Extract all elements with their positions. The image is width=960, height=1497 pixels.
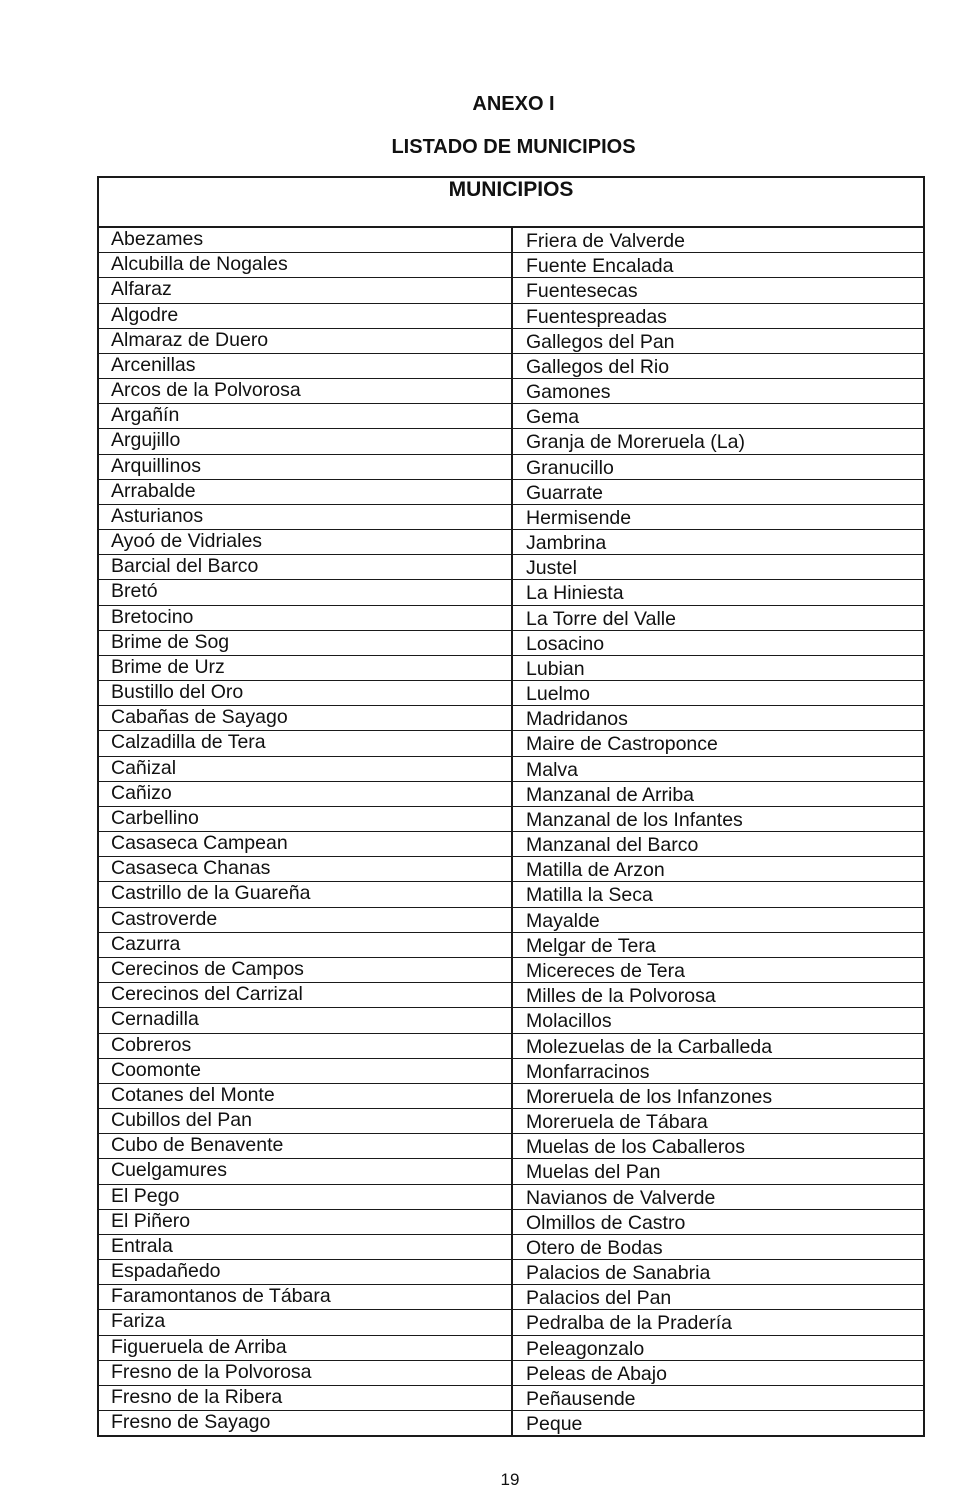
table-row [99,1386,923,1411]
table-row [99,1185,923,1210]
municipality-cell-left: Fresno de la Polvorosa [111,1360,312,1383]
table-row [99,1260,923,1285]
municipality-cell-left: Almaraz de Duero [111,328,269,351]
municipality-cell-left: Calzadilla de Tera [111,731,266,754]
municipality-cell-left: Entrala [111,1234,173,1257]
municipality-cell-left: Arrabalde [111,479,196,502]
table-row [99,681,923,706]
municipality-cell-left: Cubillos del Pan [111,1109,252,1132]
table-row [99,1361,923,1386]
municipality-cell-right: Fuente Encalada [526,255,674,278]
municipality-cell-right: Palacios del Pan [526,1287,672,1310]
municipality-cell-left: Cañizal [111,756,177,779]
municipality-cell-right: Lubian [526,657,585,680]
municipality-cell-left: Cerecinos de Campos [111,957,304,980]
municipality-cell-left: Casaseca Chanas [111,857,271,880]
municipality-cell-left: Arcenillas [111,353,196,376]
municipality-cell-right: Milles de la Polvorosa [526,985,716,1008]
table-row [99,379,923,404]
table-row [99,656,923,681]
table-header: MUNICIPIOS [99,178,923,228]
table-row [99,530,923,555]
table-row [99,480,923,505]
municipality-cell-right: Navianos de Valverde [526,1186,716,1209]
municipality-cell-right: Guarrate [526,481,603,504]
table-body [99,228,923,1436]
municipality-cell-left: Brime de Sog [111,630,230,653]
table-row [99,1034,923,1059]
municipality-cell-right: Palacios de Sanabria [526,1262,711,1285]
page-number: 19 [500,1470,520,1489]
municipality-cell-right: Gema [526,406,580,429]
municipality-cell-right: Fuentespreadas [526,305,667,328]
table-row [99,253,923,278]
annex-title: ANEXO I [472,93,555,115]
municipality-cell-left: Bretocino [111,605,194,628]
table-row [99,429,923,454]
municipality-cell-right: Moreruela de los Infanzones [526,1085,773,1108]
municipality-cell-left: Coomonte [111,1058,201,1081]
municipality-cell-left: Fresno de Sayago [111,1411,271,1434]
municipality-cell-left: Alcubilla de Nogales [111,253,288,276]
municipality-cell-right: Peque [526,1413,583,1436]
municipality-cell-left: Cobreros [111,1033,192,1056]
municipality-cell-left: Arquillinos [111,454,201,477]
table-row [99,731,923,756]
table-row [99,807,923,832]
list-title: LISTADO DE MUNICIPIOS [391,136,636,158]
municipality-cell-left: Algodre [111,303,179,326]
table-row [99,580,923,605]
municipality-cell-right: La Torre del Valle [526,607,676,630]
municipality-cell-right: Fuentesecas [526,280,638,303]
municipality-cell-right: Moreruela de Tábara [526,1111,708,1134]
municipality-cell-right: Maire de Castroponce [526,733,718,756]
municipality-cell-right: Peñausende [526,1387,636,1410]
municipality-cell-right: Losacino [526,632,605,655]
municipality-cell-left: Figueruela de Arriba [111,1335,287,1358]
table-row [99,782,923,807]
municipality-cell-left: Alfaraz [111,278,172,301]
table-row [99,958,923,983]
municipality-cell-left: Cabañas de Sayago [111,706,288,729]
table-row [99,1159,923,1184]
table-row [99,1336,923,1361]
table-row [99,983,923,1008]
municipality-cell-left: Barcial del Barco [111,555,259,578]
municipality-cell-right: Granja de Moreruela (La) [526,431,745,454]
municipality-cell-left: Cotanes del Monte [111,1083,275,1106]
municipality-cell-right: Gallegos del Rio [526,355,670,378]
municipality-cell-left: Arcos de la Polvorosa [111,379,301,402]
municipality-cell-right: La Hiniesta [526,582,624,605]
municipality-cell-right: Peleas de Abajo [526,1362,667,1385]
municipality-cell-left: Abezames [111,228,204,250]
table-row [99,757,923,782]
table-row [99,1210,923,1235]
table-row [99,505,923,530]
municipality-cell-right: Justel [526,557,577,580]
table-row [99,1411,923,1436]
municipality-cell-left: Cernadilla [111,1008,199,1031]
municipality-cell-left: Argujillo [111,429,181,452]
municipality-cell-right: Peleagonzalo [526,1337,645,1360]
table-row [99,455,923,480]
municipality-cell-right: Granucillo [526,456,614,479]
municipality-cell-right: Pedralba de la Pradería [526,1312,732,1335]
table-row [99,329,923,354]
municipality-cell-left: Cuelgamures [111,1159,227,1182]
table-row [99,304,923,329]
municipality-cell-right: Gallegos del Pan [526,330,675,353]
municipality-cell-left: Argañín [111,404,180,427]
municipality-cell-right: Manzanal de Arriba [526,783,695,806]
municipality-cell-right: Muelas de los Caballeros [526,1136,745,1159]
municipality-cell-right: Manzanal de los Infantes [526,808,743,831]
municipality-cell-left: Bretó [111,580,158,603]
table-row [99,1134,923,1159]
table-row [99,857,923,882]
table-row [99,933,923,958]
table-row [99,1235,923,1260]
municipality-cell-left: Asturianos [111,504,204,527]
municipality-cell-right: Luelmo [526,683,590,706]
municipality-cell-left: Espadañedo [111,1260,221,1283]
municipality-cell-left: Faramontanos de Tábara [111,1285,331,1308]
table-row [99,1109,923,1134]
table-row [99,1059,923,1084]
municipality-cell-left: Casaseca Campean [111,832,288,855]
municipality-cell-right: Friera de Valverde [526,230,685,252]
municipality-cell-left: Fariza [111,1310,166,1333]
municipality-cell-left: Bustillo del Oro [111,681,244,704]
table-row [99,404,923,429]
municipalities-table [97,176,925,1437]
municipality-cell-left: Carbellino [111,806,199,829]
municipality-cell-right: Otero de Bodas [526,1236,663,1259]
municipality-cell-right: Micereces de Tera [526,959,685,982]
municipality-cell-right: Manzanal del Barco [526,834,699,857]
municipality-cell-right: Matilla de Arzon [526,859,665,882]
municipality-cell-left: Castroverde [111,907,218,930]
table-row [99,354,923,379]
municipality-cell-right: Molacillos [526,1010,612,1033]
table-row [99,1008,923,1033]
municipality-cell-left: El Pego [111,1184,180,1207]
table-row [99,832,923,857]
municipality-cell-right: Monfarracinos [526,1060,650,1083]
table-row [99,706,923,731]
municipality-cell-left: Fresno de la Ribera [111,1385,283,1408]
municipality-cell-left: Cañizo [111,781,172,804]
table-row [99,606,923,631]
municipality-cell-right: Malva [526,758,579,781]
table-row [99,631,923,656]
municipality-cell-right: Melgar de Tera [526,934,656,957]
table-row [99,228,923,253]
municipality-cell-right: Molezuelas de la Carballeda [526,1035,773,1058]
municipality-cell-left: Cerecinos del Carrizal [111,983,303,1006]
municipality-cell-right: Gamones [526,381,611,404]
municipality-cell-right: Matilla la Seca [526,884,653,907]
municipality-cell-left: Ayoó de Vidriales [111,530,263,553]
municipality-cell-right: Hermisende [526,506,632,529]
table-row [99,908,923,933]
municipality-cell-left: El Piñero [111,1209,191,1232]
municipality-cell-right: Mayalde [526,909,600,932]
municipality-cell-right: Olmillos de Castro [526,1211,686,1234]
table-row [99,882,923,907]
table-row [99,1285,923,1310]
municipality-cell-right: Muelas del Pan [526,1161,661,1184]
municipality-cell-left: Cazurra [111,932,181,955]
table-row [99,1084,923,1109]
municipality-cell-left: Brime de Urz [111,655,225,678]
table-row [99,1310,923,1335]
municipality-cell-right: Madridanos [526,708,628,731]
municipality-cell-left: Cubo de Benavente [111,1134,284,1157]
table-row [99,555,923,580]
municipality-cell-left: Castrillo de la Guareña [111,882,311,905]
municipality-cell-right: Jambrina [526,532,607,555]
table-row [99,278,923,303]
